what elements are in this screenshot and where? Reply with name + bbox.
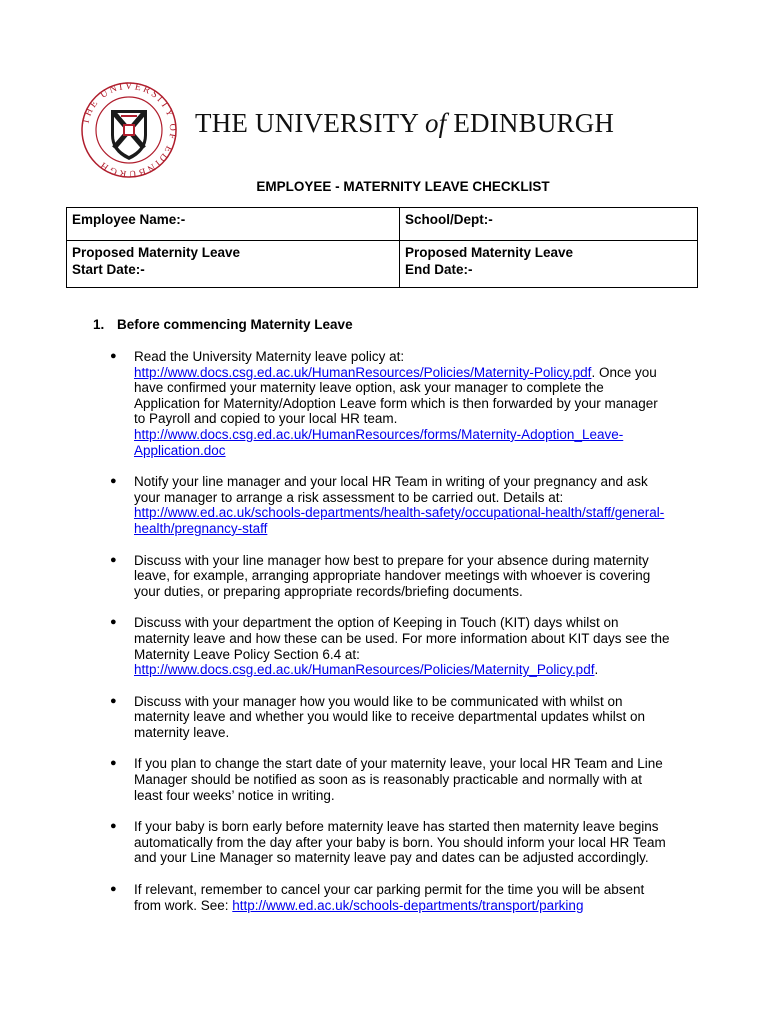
- end-date-label-line2: End Date:-: [405, 262, 473, 277]
- list-item: [110, 349, 670, 458]
- section-number: 1.: [93, 317, 105, 332]
- item-text: Notify your line manager and your local HR Team in writing of your pregnancy and ask your manager to arrange a risk assessment to be carried out. Details at:: [134, 474, 648, 505]
- item-text: If your baby is born early before maternity leave has started then maternity leave begins automatically from the day after your baby is born. You should inform your local HR Team and your Line Manager so maternity leave pay and dates can be adjusted accordingly.: [134, 819, 666, 866]
- item-text: If you plan to change the start date of your maternity leave, your local HR Team and Line Manager should be notified as soon as is reasonably practicable and normally with at least four weeks’ notice in writing.: [134, 756, 663, 803]
- item-text: .: [594, 662, 599, 678]
- wordmark-part-2: EDINBURGH: [446, 108, 615, 138]
- checklist: [110, 349, 670, 913]
- start-date-label-line1: Proposed Maternity Leave: [72, 245, 241, 260]
- list-item: [110, 756, 670, 803]
- section-heading: [93, 317, 353, 332]
- list-item: [110, 694, 670, 741]
- bullet-icon: ●: [110, 350, 117, 362]
- bullet-icon: ●: [110, 820, 117, 833]
- wordmark-part-1: THE UNIVERSITY: [195, 108, 425, 138]
- employee-name-label: Employee Name:-: [72, 212, 186, 227]
- maternity-application-form-link[interactable]: http://www.docs.csg.ed.ac.uk/HumanResources/forms/Maternity-Adoption_Leave-Application.doc: [134, 426, 624, 458]
- bullet-icon: ●: [110, 883, 117, 896]
- pregnancy-health-link[interactable]: http://www.ed.ac.uk/schools-departments/health-safety/occupational-health/staff/general-health/pregnancy-staff: [134, 505, 665, 536]
- wordmark-of: of: [424, 108, 447, 138]
- bullet-icon: ●: [110, 757, 117, 770]
- start-date-label-line2: Start Date:-: [72, 262, 145, 277]
- end-date-label-line1: Proposed Maternity Leave: [405, 245, 574, 260]
- university-wordmark: [195, 108, 614, 139]
- bullet-icon: ●: [110, 475, 117, 488]
- item-text: . Once you have confirmed your maternity leave option, ask your manager to complete the Application for Maternity/Adoption Leave form which is then forwarded by your manager to Payroll and copied to your local HR team.: [134, 364, 658, 427]
- item-text: If relevant, remember to cancel your car parking permit for the time you will be absent from work. See:: [134, 882, 645, 913]
- list-item: [110, 615, 670, 677]
- maternity-policy-link[interactable]: http://www.docs.csg.ed.ac.uk/HumanResources/Policies/Maternity-Policy.pdf: [134, 364, 592, 380]
- item-text: Read the University Maternity leave policy at:: [134, 349, 405, 364]
- kit-days-policy-link[interactable]: http://www.docs.csg.ed.ac.uk/HumanResources/Policies/Maternity_Policy.pdf: [134, 662, 595, 678]
- bullet-icon: ●: [110, 694, 117, 707]
- bullet-icon: ●: [110, 616, 117, 629]
- document-title: EMPLOYEE - MATERNITY LEAVE CHECKLIST: [256, 179, 550, 194]
- employee-name-field[interactable]: [67, 208, 400, 241]
- end-date-field[interactable]: [400, 241, 698, 288]
- section-title: Before commencing Maternity Leave: [117, 317, 353, 332]
- list-item: [110, 474, 670, 536]
- parking-link[interactable]: http://www.ed.ac.uk/schools-departments/transport/parking: [232, 897, 584, 913]
- item-text: Discuss with your department the option of Keeping in Touch (KIT) days whilst on maternity leave and how these can be used. For more information about KIT days see the Maternity Leave Policy Section 6.4 at:: [134, 615, 670, 662]
- school-dept-field[interactable]: [400, 208, 698, 241]
- school-dept-label: School/Dept:-: [405, 212, 493, 227]
- bullet-icon: ●: [110, 553, 117, 566]
- employee-info-table: [66, 207, 698, 288]
- item-text: Discuss with your manager how you would like to be communicated with whilst on maternity leave and whether you would like to receive departmental updates whilst on maternity leave.: [134, 693, 646, 740]
- list-item: [110, 553, 670, 600]
- crest-ring-text: THE UNIVERSITY OF EDINBURGH: [80, 80, 179, 180]
- university-crest-logo: [76, 80, 190, 180]
- list-item: [110, 882, 670, 913]
- item-text: Discuss with your line manager how best to prepare for your absence during maternity leave, for example, arranging appropriate handover meetings with whoever is covering your duties, or preparing appropriate records/briefing documents.: [134, 552, 651, 599]
- list-item: [110, 819, 670, 866]
- start-date-field[interactable]: [67, 241, 400, 288]
